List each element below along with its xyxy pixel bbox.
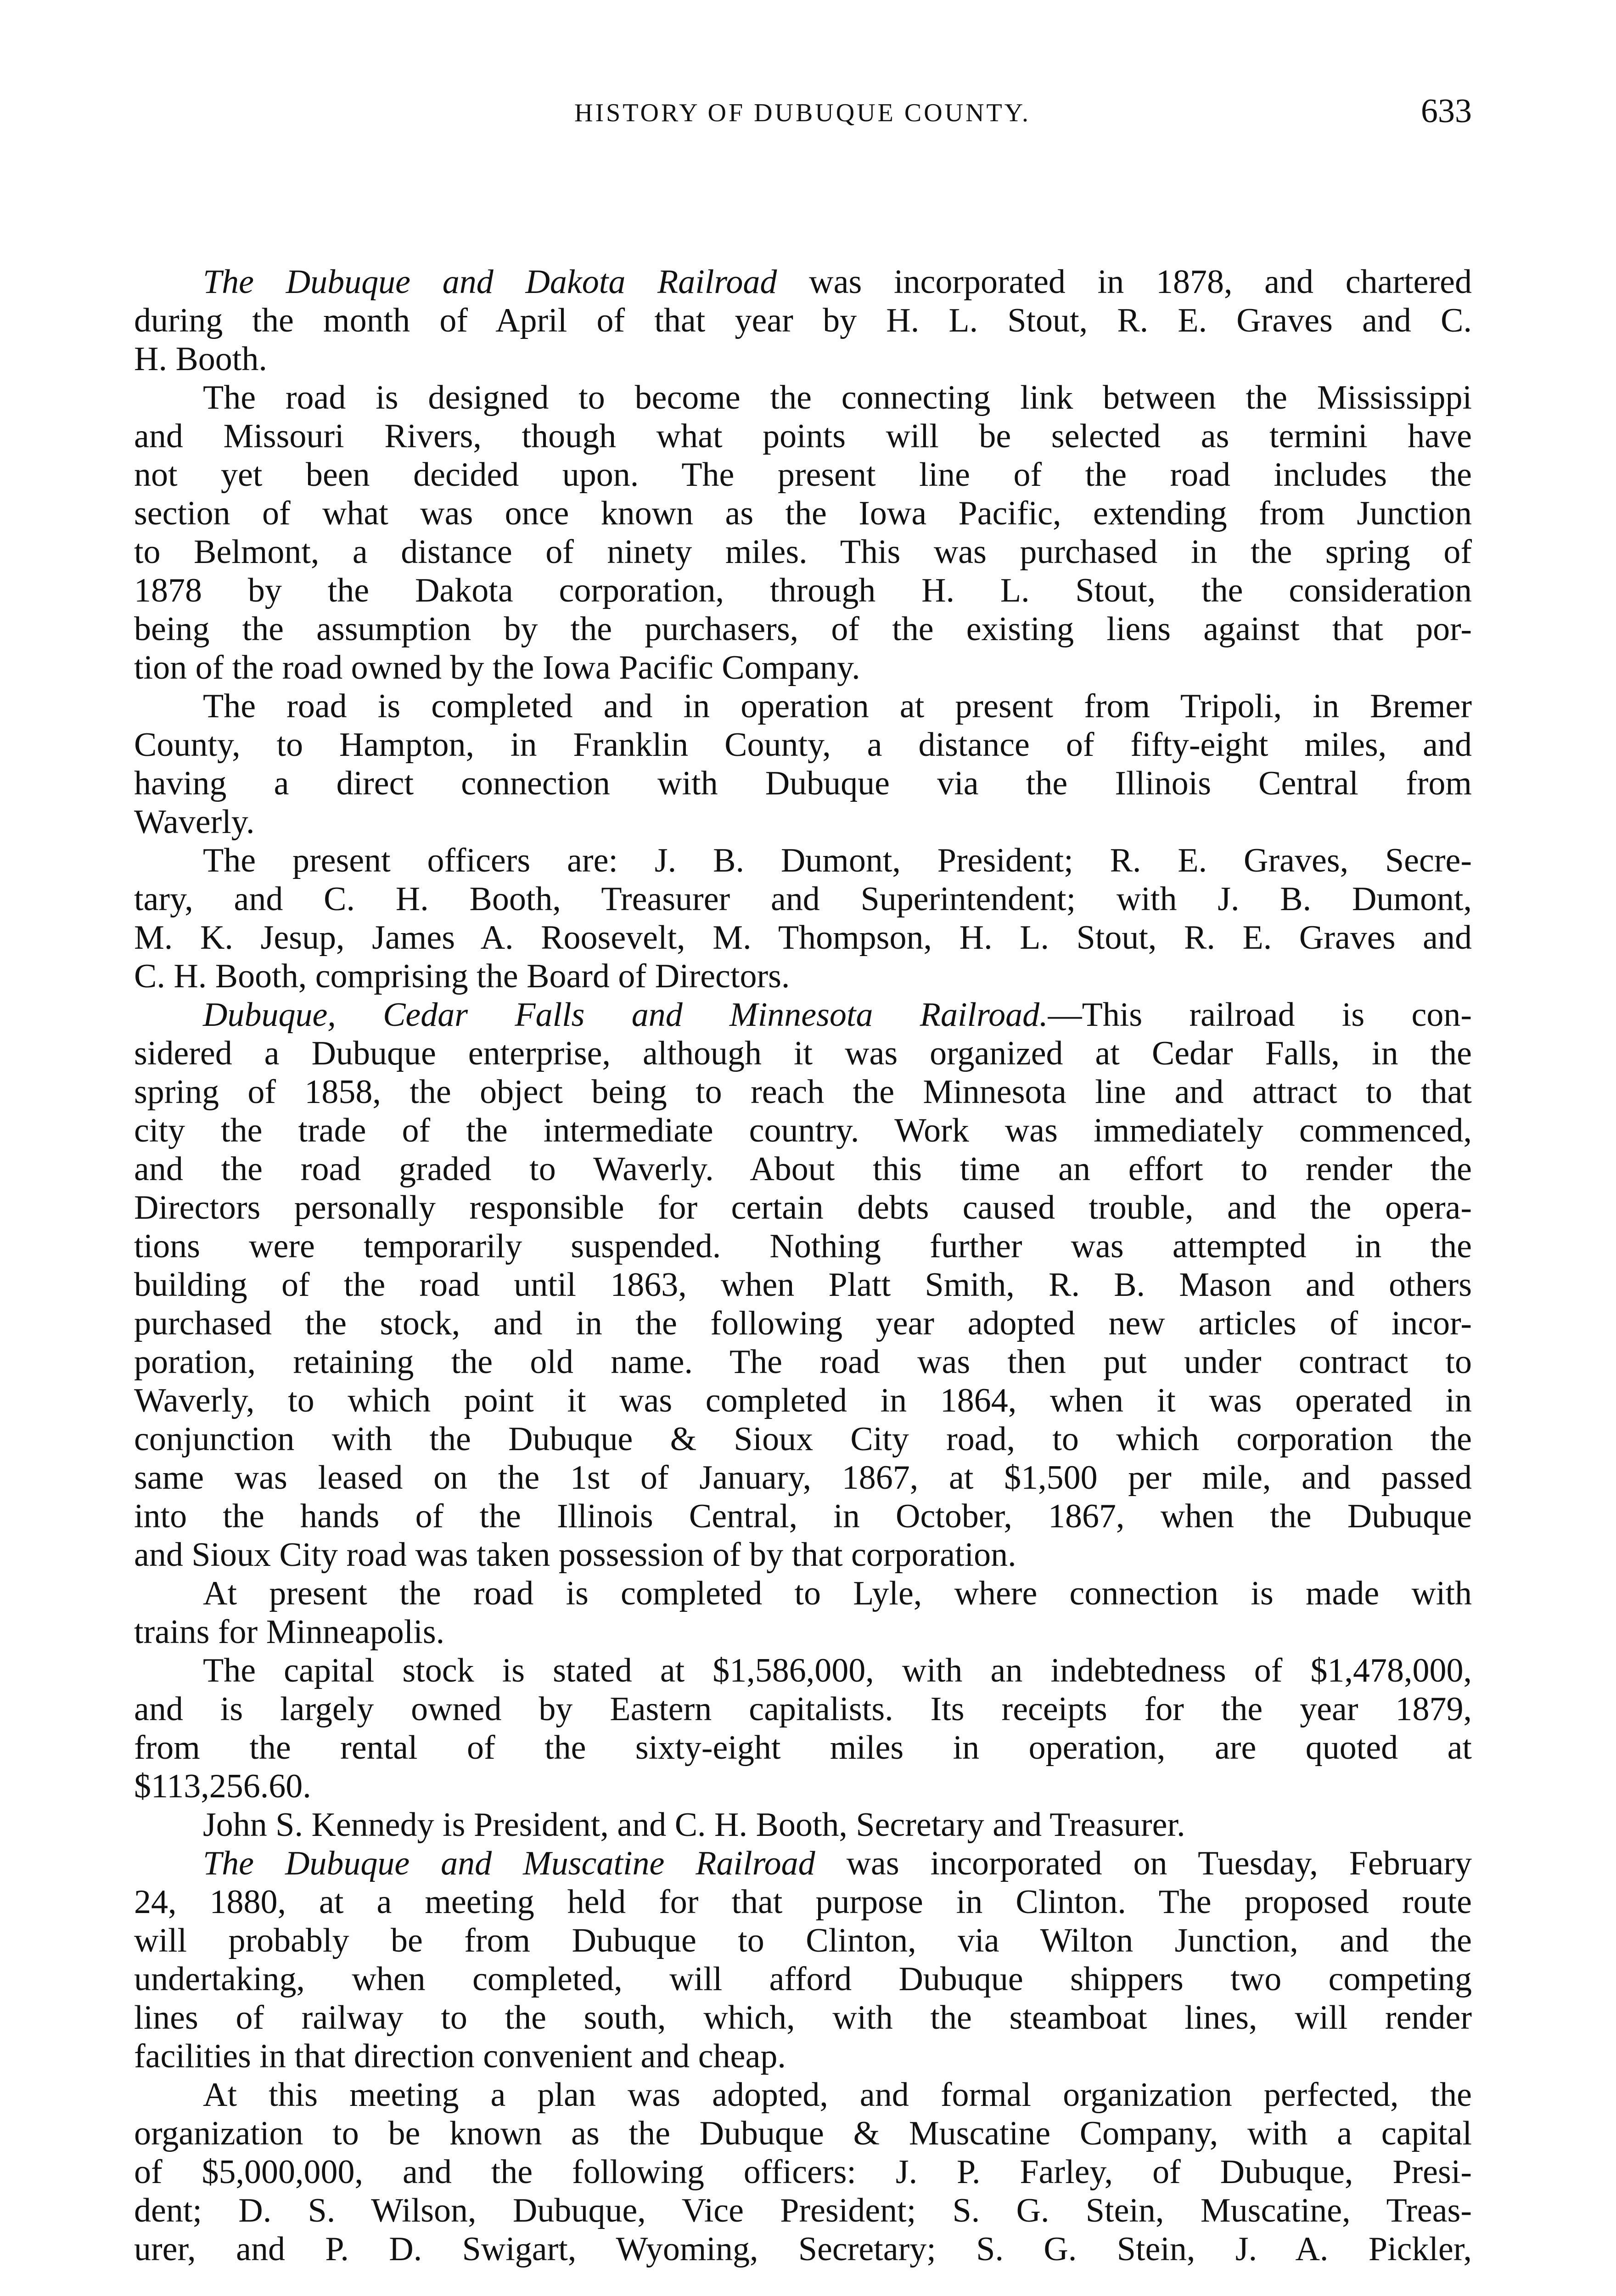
page-number: 633: [1421, 92, 1472, 130]
line-text: —This railroad is con-: [1048, 996, 1472, 1034]
italic-title: The Dubuque and Dakota Railroad: [203, 263, 777, 301]
line-text: not yet been decided upon. The present line of the road includes the: [134, 456, 1472, 494]
text-line: [134, 996, 1472, 1034]
paragraph: [134, 687, 1472, 841]
page-header: [133, 92, 1472, 133]
paragraph: [134, 1844, 1472, 2076]
text-line: [134, 417, 1472, 456]
text-line: [134, 610, 1472, 648]
text-line: [134, 1883, 1472, 1921]
line-text: undertaking, when completed, will afford Dubuque shippers two competing: [134, 1960, 1472, 1998]
text-line: [134, 2114, 1472, 2153]
text-line: [134, 301, 1472, 340]
line-text: was incorporated in 1878, and chartered: [777, 263, 1472, 301]
text-line: [134, 1188, 1472, 1227]
text-line: [134, 2037, 1472, 2076]
text-line: [134, 1998, 1472, 2037]
text-line: [134, 648, 1472, 687]
line-text: conjunction with the Dubuque & Sioux City road, to which corporation the: [134, 1420, 1472, 1458]
line-text: building of the road until 1863, when Platt Smith, R. B. Mason and others: [134, 1266, 1472, 1304]
line-text: tary, and C. H. Booth, Treasurer and Superintendent; with J. B. Dumont,: [134, 880, 1472, 918]
text-line: [134, 2153, 1472, 2191]
line-text: spring of 1858, the object being to reach the Minnesota line and attract to that: [134, 1073, 1472, 1111]
line-text: section of what was once known as the Iowa Pacific, extending from Junction: [134, 495, 1472, 532]
line-text: will probably be from Dubuque to Clinton, via Wilton Junction, and the: [134, 1922, 1472, 1959]
line-text: tions were temporarily suspended. Nothing further was attempted in the: [134, 1227, 1472, 1265]
line-text: C. H. Booth, comprising the Board of Directors.: [134, 957, 790, 995]
line-text: The capital stock is stated at $1,586,000, with an indebtedness of $1,478,000,: [203, 1652, 1472, 1689]
text-line: [134, 1960, 1472, 1998]
paragraph: [134, 1574, 1472, 1651]
text-line: [134, 1497, 1472, 1536]
italic-title: The Dubuque and Muscatine Railroad: [203, 1845, 815, 1882]
text-line: [134, 1343, 1472, 1381]
line-text: to Belmont, a distance of ninety miles. This was purchased in the spring of: [134, 533, 1472, 571]
text-line: [134, 1227, 1472, 1266]
line-text: sidered a Dubuque enterprise, although it was organized at Cedar Falls, in the: [134, 1035, 1472, 1072]
line-text: city the trade of the intermediate country. Work was immediately commenced,: [134, 1112, 1472, 1149]
text-line: [134, 456, 1472, 494]
line-text: 1878 by the Dakota corporation, through H. L. Stout, the consideration: [134, 572, 1472, 609]
text-line: [134, 1806, 1472, 1844]
text-line: [134, 1304, 1472, 1343]
line-text: trains for Minneapolis.: [134, 1613, 445, 1651]
line-text: The road is designed to become the connecting link between the Mississippi: [203, 379, 1472, 416]
text-line: [134, 1767, 1472, 1806]
line-text: lines of railway to the south, which, with the steamboat lines, will render: [134, 1999, 1472, 2037]
line-text: of $5,000,000, and the following officers: J. P. Farley, of Dubuque, Presi-: [134, 2153, 1472, 2191]
line-text: and Sioux City road was taken possession of by that corporation.: [134, 1536, 1016, 1574]
text-line: [134, 1150, 1472, 1188]
text-line: [134, 1574, 1472, 1613]
text-line: [134, 880, 1472, 918]
line-text: same was leased on the 1st of January, 1867, at $1,500 per mile, and passed: [134, 1459, 1472, 1497]
text-line: [134, 1651, 1472, 1690]
text-line: [134, 1034, 1472, 1073]
text-line: [134, 2230, 1472, 2268]
italic-title: Dubuque, Cedar Falls and Minnesota Railroad.: [203, 996, 1048, 1034]
line-text: facilities in that direction convenient and cheap.: [134, 2037, 786, 2075]
paragraph: [134, 378, 1472, 687]
text-line: [134, 494, 1472, 533]
line-text: dent; D. S. Wilson, Dubuque, Vice President; S. G. Stein, Muscatine, Treas-: [134, 2192, 1472, 2229]
line-text: having a direct connection with Dubuque via the Illinois Central from: [134, 765, 1472, 802]
paragraph: [134, 1806, 1472, 1844]
line-text: The present officers are: J. B. Dumont, President; R. E. Graves, Secre-: [203, 842, 1472, 879]
line-text: At this meeting a plan was adopted, and formal organization perfected, the: [203, 2076, 1472, 2114]
text-line: [134, 803, 1472, 841]
text-line: [134, 726, 1472, 764]
text-line: [134, 2076, 1472, 2114]
line-text: M. K. Jesup, James A. Roosevelt, M. Thompson, H. L. Stout, R. E. Graves and: [134, 919, 1472, 957]
line-text: Waverly, to which point it was completed in 1864, when it was operated in: [134, 1382, 1472, 1419]
text-line: [134, 1613, 1472, 1651]
line-text: tion of the road owned by the Iowa Pacific Company.: [134, 649, 860, 687]
body-text: [134, 263, 1472, 2268]
line-text: and Missouri Rivers, though what points will be selected as termini have: [134, 417, 1472, 455]
text-line: [134, 1111, 1472, 1150]
text-line: [134, 340, 1472, 378]
line-text: purchased the stock, and in the following year adopted new articles of incor-: [134, 1305, 1472, 1342]
text-line: [134, 957, 1472, 996]
text-line: [134, 2191, 1472, 2230]
line-text: Directors personally responsible for certain debts caused trouble, and the opera-: [134, 1189, 1472, 1227]
line-text: and the road graded to Waverly. About this time an effort to render the: [134, 1150, 1472, 1188]
line-text: Waverly.: [134, 803, 255, 841]
running-title: HISTORY OF DUBUQUE COUNTY.: [574, 99, 1031, 127]
line-text: into the hands of the Illinois Central, in October, 1867, when the Dubuque: [134, 1497, 1472, 1535]
line-text: County, to Hampton, in Franklin County, a distance of fifty-eight miles, and: [134, 726, 1472, 764]
text-line: [134, 687, 1472, 726]
paragraph: [134, 996, 1472, 1574]
text-line: [134, 1381, 1472, 1420]
text-line: [134, 571, 1472, 610]
text-line: [134, 1420, 1472, 1458]
paragraph: [134, 841, 1472, 996]
text-line: [134, 1844, 1472, 1883]
paragraph: [134, 263, 1472, 378]
line-text: from the rental of the sixty-eight miles in operation, are quoted at: [134, 1729, 1472, 1767]
paragraph: [134, 2076, 1472, 2268]
line-text: H. Booth.: [134, 340, 267, 378]
line-text: being the assumption by the purchasers, of the existing liens against that por-: [134, 610, 1472, 648]
line-text: and is largely owned by Eastern capitalists. Its receipts for the year 1879,: [134, 1690, 1472, 1728]
text-line: [134, 1458, 1472, 1497]
line-text: The road is completed and in operation at present from Tripoli, in Bremer: [203, 687, 1472, 725]
paragraph: [134, 1651, 1472, 1806]
line-text: John S. Kennedy is President, and C. H. Booth, Secretary and Treasurer.: [203, 1806, 1185, 1844]
line-text: organization to be known as the Dubuque & Muscatine Company, with a capital: [134, 2115, 1472, 2152]
line-text: poration, retaining the old name. The road was then put under contract to: [134, 1343, 1472, 1381]
text-line: [134, 378, 1472, 417]
text-line: [134, 263, 1472, 301]
text-line: [134, 764, 1472, 803]
text-line: [134, 1073, 1472, 1111]
line-text: was incorporated on Tuesday, February: [815, 1845, 1472, 1882]
text-line: [134, 1690, 1472, 1728]
line-text: urer, and P. D. Swigart, Wyoming, Secretary; S. G. Stein, J. A. Pickler,: [134, 2230, 1472, 2268]
text-line: [134, 1536, 1472, 1574]
text-line: [134, 918, 1472, 957]
text-line: [134, 1728, 1472, 1767]
line-text: during the month of April of that year by H. L. Stout, R. E. Graves and C.: [134, 302, 1472, 339]
text-line: [134, 533, 1472, 571]
line-text: 24, 1880, at a meeting held for that purpose in Clinton. The proposed route: [134, 1883, 1472, 1921]
line-text: $113,256.60.: [134, 1767, 311, 1805]
text-line: [134, 1921, 1472, 1960]
line-text: At present the road is completed to Lyle, where connection is made with: [203, 1575, 1472, 1612]
text-line: [134, 1266, 1472, 1304]
text-line: [134, 841, 1472, 880]
